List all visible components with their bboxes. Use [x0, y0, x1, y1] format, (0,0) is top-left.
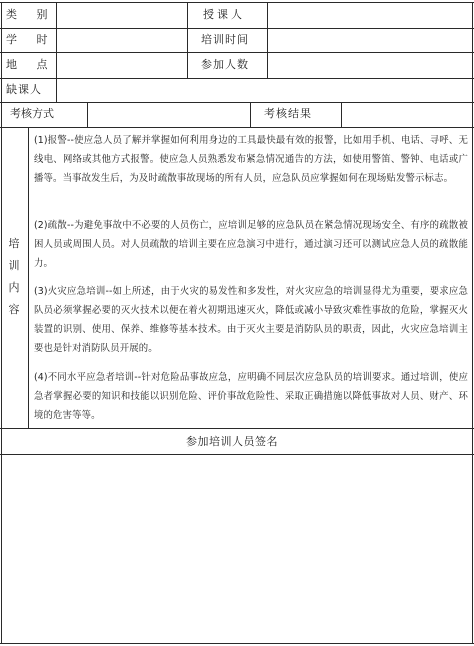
attendees-label: 参加人数 [201, 58, 249, 71]
content-paragraph-fire: (3)火灾应急培训--如上所述，由于火灾的易发性和多发性，对火灾应急的培训显得尤为重要，要求应急队员必须掌握必要的灭火技术以便在着火初期迅速灭火，降低或减小导致灾难性事故的危险，掌握灭火装置的识别、使用、保养、维修等基本技术。由于灭火主要是消防队员的职责，因此，火灾应急培训主要也是针对消防队员开展的。 [34, 286, 468, 354]
column-divider [250, 102, 251, 127]
column-divider [267, 2, 268, 78]
training-content-label [2, 233, 26, 321]
column-divider [341, 102, 342, 127]
row-divider [0, 28, 474, 29]
table-border-top [0, 2, 474, 3]
section-label-char: 训 [8, 259, 20, 272]
lecturer-label: 授课人 [203, 8, 245, 21]
section-label-char: 培 [8, 237, 20, 250]
table-border-right [472, 2, 473, 644]
row-divider [0, 127, 474, 128]
content-paragraph-evacuation: (2)疏散--为避免事故中不必要的人员伤亡，应培训足够的应急队员在紧急情况现场安全、有序的疏散被困人员或周围人员。对人员疏散的培训主要在应急演习中进行，通过演习还可以测试应急人员的疏散能力。 [34, 220, 468, 269]
category-label: 类 别 [6, 8, 56, 21]
column-divider [87, 102, 88, 127]
section-label-char: 容 [8, 303, 20, 316]
location-label: 地 点 [6, 58, 56, 71]
row-divider [0, 428, 474, 429]
assessment-method-label: 考核方式 [10, 107, 54, 120]
section-label-char: 内 [8, 281, 20, 294]
assessment-result-label: 考核结果 [264, 107, 312, 120]
training-time-label: 培训时间 [201, 33, 249, 46]
content-paragraph-levels: (4)不同水平应急者培训--针对危险品事故应急，应明确不同层次应急队员的培训要求。通过培训，使应急者掌握必要的知识和技能以识别危险、评价事故危险性、采取正确措施以降低事故对人员、财产、环境的危害等等。 [34, 372, 468, 421]
row-divider [0, 78, 474, 79]
row-divider [0, 52, 474, 53]
signature-area[interactable] [2, 455, 472, 643]
row-divider [0, 102, 474, 103]
hours-label: 学 时 [6, 33, 56, 46]
column-divider [56, 78, 57, 102]
column-divider [187, 2, 188, 78]
signature-title: 参加培训人员签名 [186, 435, 278, 448]
table-border-bottom [0, 643, 474, 644]
content-paragraph-alarm: (1)报警--使应急人员了解并掌握如何利用身边的工具最快最有效的报警，比如用手机、电话、寻呼、无线电、网络或其他方式报警。使应急人员熟悉发布紧急情况通告的方法，如使用警笛、警钟、电话或广播等。当事故发生后，为及时疏散事故现场的所有人员，应急队员应掌握如何在现场贴发警示标志。 [34, 135, 468, 184]
absentees-label: 缺课人 [6, 83, 42, 96]
column-divider [28, 127, 29, 428]
column-divider [56, 2, 57, 78]
